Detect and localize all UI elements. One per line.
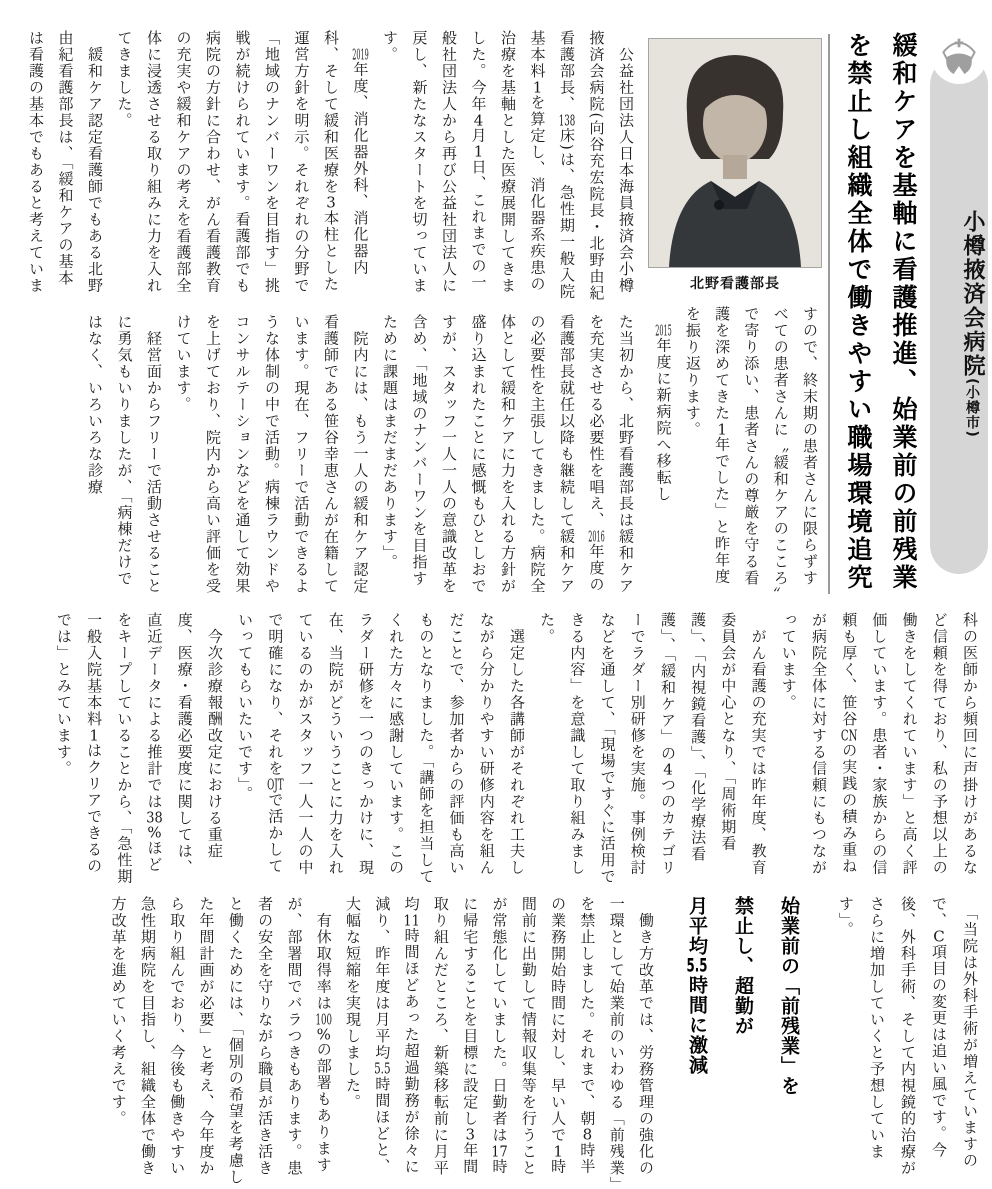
article-headline: 緩和ケアを基軸に看護推進、始業前の前残業 を禁止し組織全体で働きやすい職場環境追究 bbox=[844, 32, 918, 592]
article-text-palliative: た当初から、北野看護部長は緩和ケアを充実させる必要性を唱え、2016年度の看護部長就任以降も継続して緩和ケアの必要性を主張してきました。病院全体として緩和ケアに力を入れる方針が盛り込まれたことに感慨もひとしおですが、スタッフ一人一人の意識改革を含め、「地域のナンバーワンを目指すために課題はまだまだあります」。 院内には、もう一人の緩和ケア認定看護師である笹谷幸恵さんが在籍しています。現在、フリーで活動できるような体制の中で活動。病棟ラウンドやコンサルテーションなどを通して効果を上げており、院内から高い評価を受けています。 経営面からフリーで活動させることに勇気もいりましたが、「病棟だけではなく、いろいろな診療 bbox=[86, 314, 635, 595]
article-text-surgery-quote: 「当院は外科手術が増えていますので、C項目の変更は追い風です。今後、外科手術、そして内視鏡的治療がさらに増加していくと予想しています」。 bbox=[837, 896, 979, 1177]
article-text-under-photo: すので、終末期の患者さんに限らずすべての患者さんに〝緩和ケアのこころ〟で寄り添い、患者さんの尊厳を守る看護を深めてきた1年でした」と昨年度を振り返ります。 2015年度に新病院へ移転し bbox=[654, 306, 819, 596]
banner-city-name: (小樽市) bbox=[964, 378, 980, 438]
nurse-cap-icon bbox=[931, 28, 987, 84]
article-text-intro: 公益社団法人日本海員掖済会小樽掖済会病院(向谷充宏院長・北野由紀看護部長、138床)は、急性期一般入院基本料1を算定し、消化器系疾患の治療を基軸とした医療展開してきました。今年4月1日、これまでの一般社団法人から再び公益社団法人に戻し、新たなスタートを切っています。 2019年度、消化器外科、消化器内科、そして緩和医療を3本柱とした運営方針を明示。それぞれの分野で「地域のナンバーワンを目指す」挑戦が続けられています。看護部でも病院の方針に合わせ、がん看護教育の充実や緩和ケアの考えを看護部全体に浸透させる取り組みに力を入れてきました。 緩和ケア認定看護師でもある北野由紀看護部長は、「緩和ケアの基本は看護の基本でもあると考えていま bbox=[27, 30, 635, 302]
banner-hospital-name: 小樽掖済会病院 bbox=[960, 210, 985, 379]
photo-caption: 北野看護部長 bbox=[690, 276, 780, 292]
article-text-workstyle: 働き方改革では、労務管理の強化の一環として始業前のいわゆる「前残業」を禁止しました。それまで、朝8時半の業務開始時間に対し、早い人で1時間前に出勤して情報収集等を行うことが常態化していました。日勤者は17時に帰宅することを目標に設定し3年間取り組んだところ、新築移転前に月平均11時間ほどあった超過勤務が徐々に減り、昨年度は月平均5.5時間ほどと、大幅な短縮を実現しました。 有休取得率は100%の部署もありますが、部署間でバラつきもあります。患者の安全を守りながら職員が活き活きと働くためには、「個別の希望を考慮した年間計画が必要」と考え、今年度から取り組んでおり、今後も働きやすい急性期病院を目指し、組織全体で働き方改革を進めていく考えです。 bbox=[109, 896, 655, 1186]
section-subheading: 始業前の「前残業」を 禁止し、超勤が 月平均5.5時間に激減 bbox=[686, 896, 800, 1096]
article-text-training: 科の医師から頻回に声掛けがあるなど信頼を得ており、私の予想以上の働きをしてくれています」と高く評価しています。患者・家族からの信頼も厚く、笹谷CNの実践の積み重ねが病院全体に対する信頼にもつながっています。 がん看護の充実では昨年度、教育委員会が中心となり、「周術期看護」、「内視鏡看護」、「化学療法看護」、「緩和ケア」の4つのカテゴリーでラダー別研修を実施。事例検討などを通して、「現場ですぐに活用できる内容」を意識して取り組みました。 選定した各講師がそれぞれ工夫しながら分かりやすい研修内容を組んだことで、参加者からの評価も高いものとなりました。「講師を担当してくれた方々に感謝しています。このラダー研修を一つのきっかけに、現在、当院がどういうことに力を入れているのかがスタッフ一人一人の中で明確になり、それをOJTで活かしていってもらいたいです」。 今次診療報酬改定における重症度、医療・看護必要度に関しては、直近データによる推計では38%ほどをキープしていることから、「急性期一般入院基本料1はクリアできるのでは」とみています。 bbox=[54, 612, 979, 885]
banner-text bbox=[930, 104, 988, 544]
portrait-photo bbox=[648, 38, 822, 268]
headline-divider-rule bbox=[828, 34, 830, 594]
hospital-banner bbox=[930, 30, 988, 576]
